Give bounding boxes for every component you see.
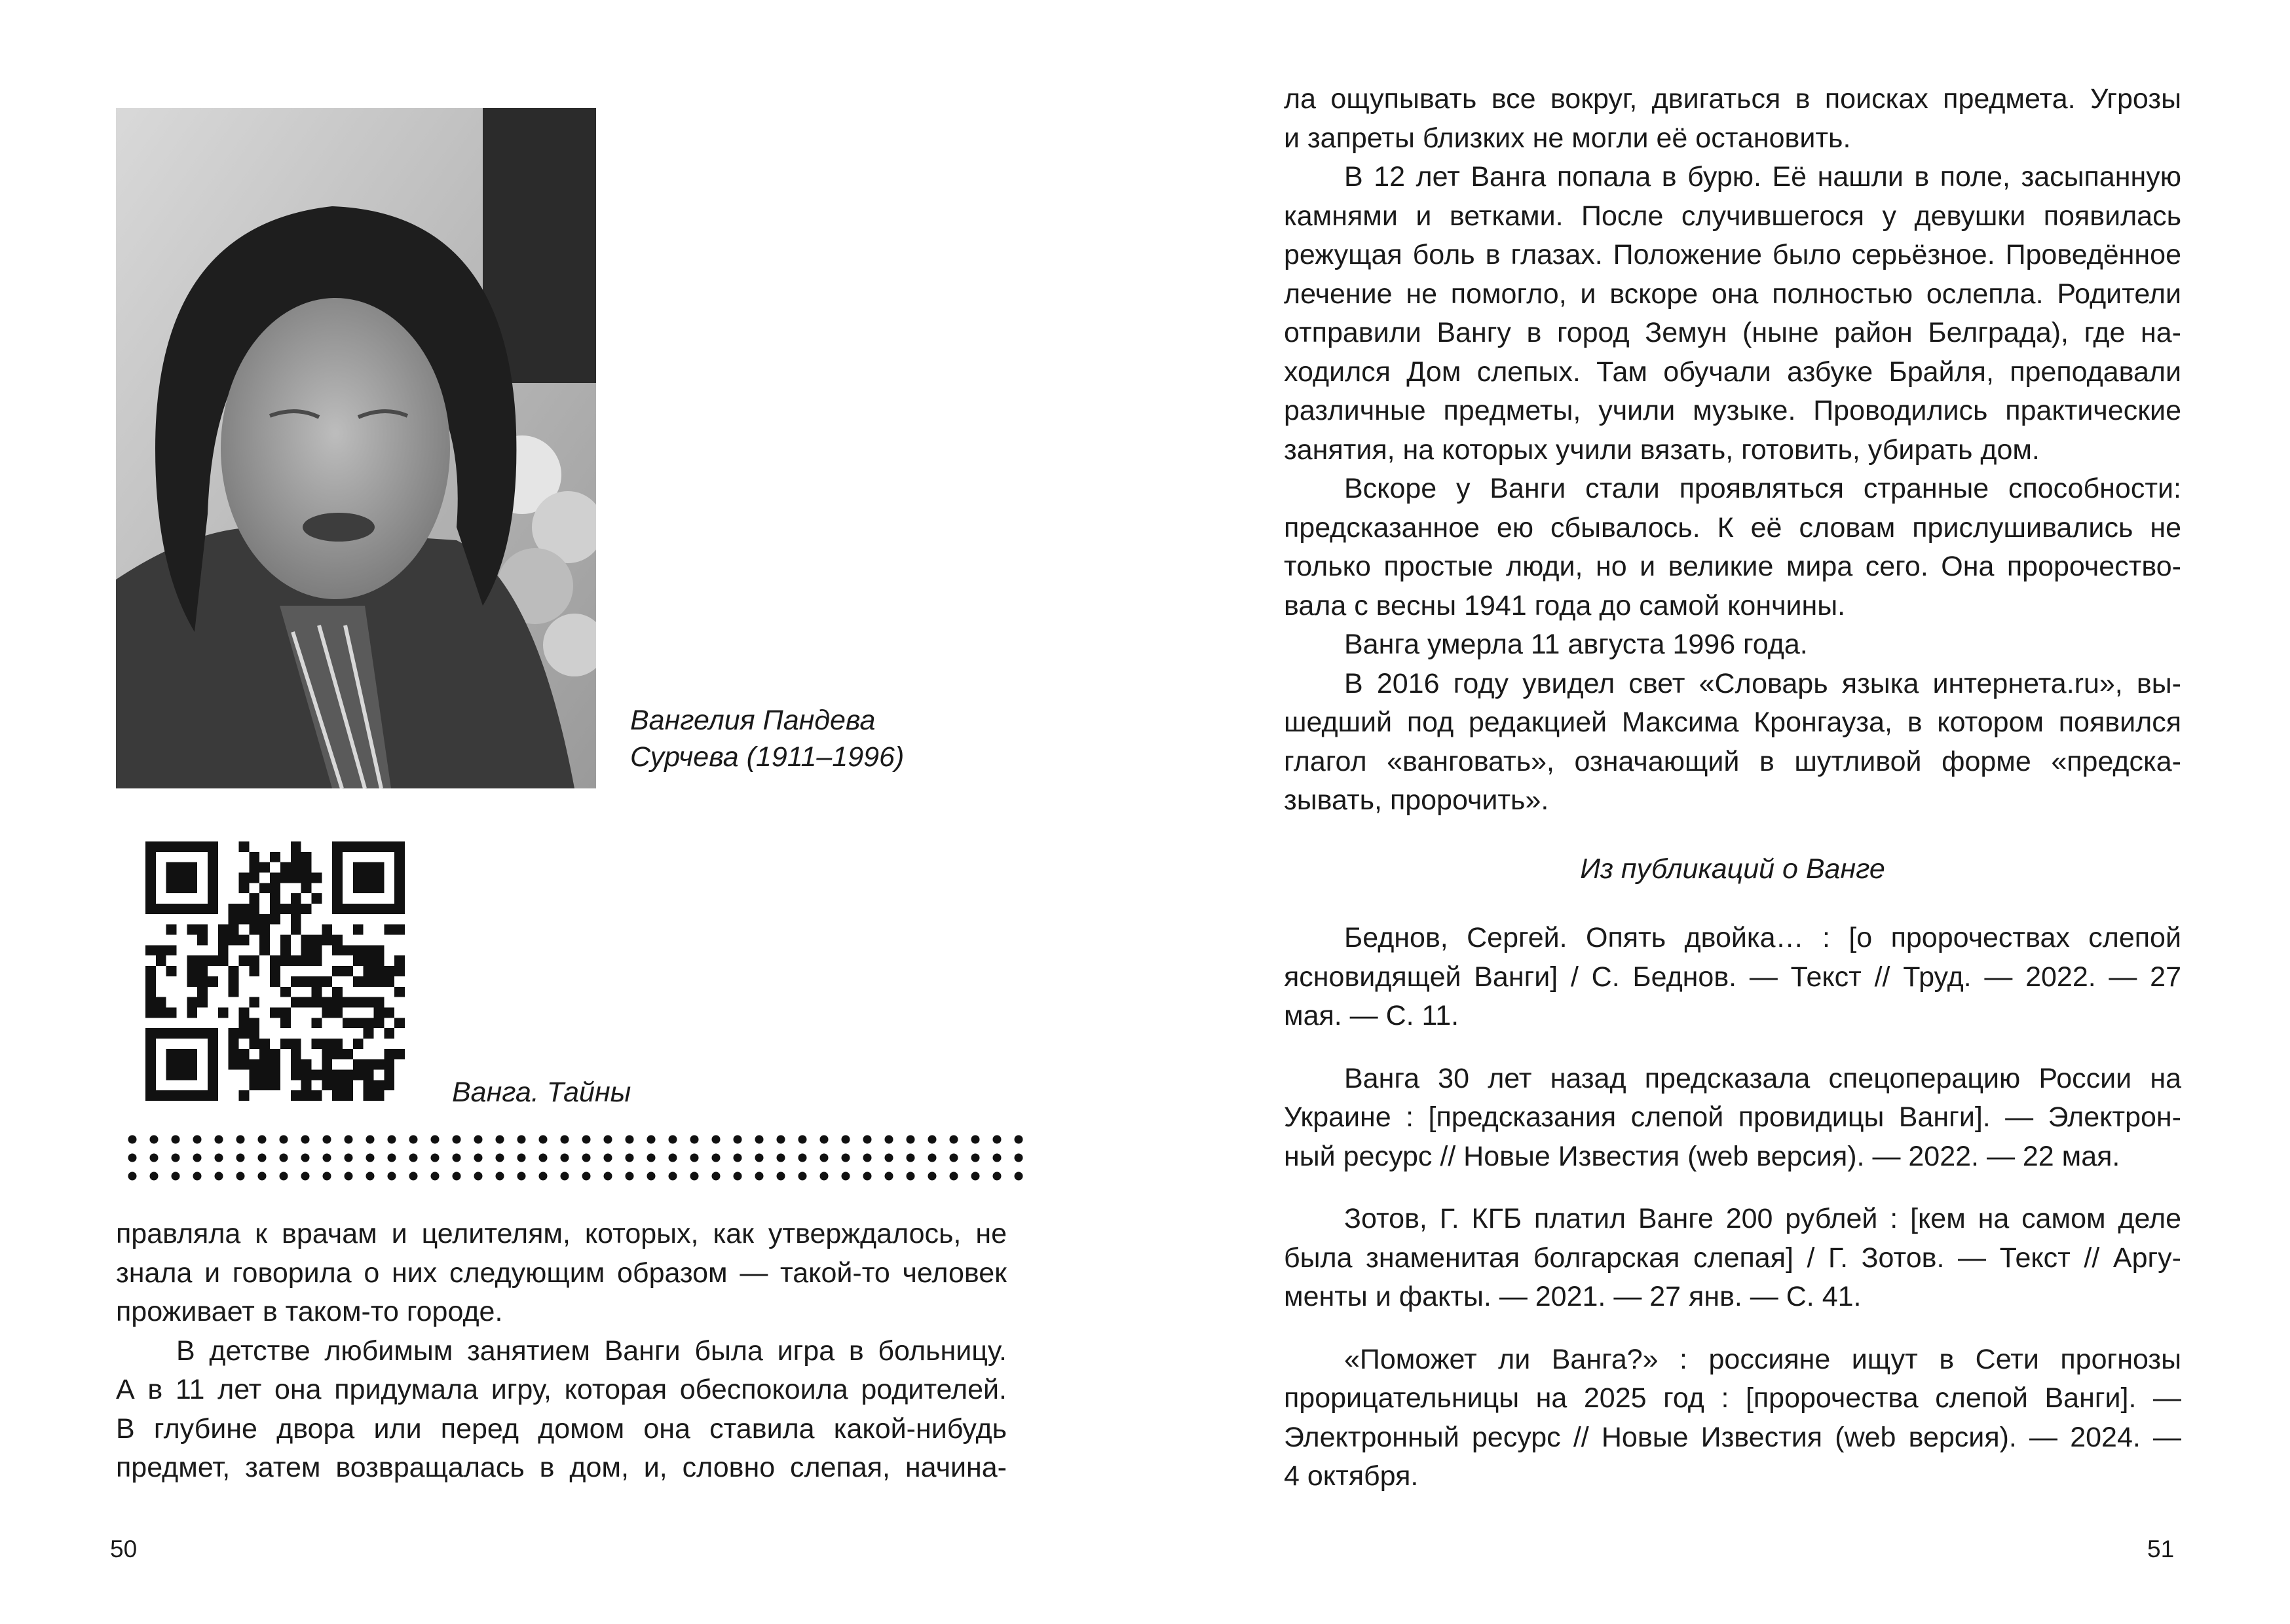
text-line: знала и говорила о них следующим образом — такой-то человек <box>116 1257 1007 1289</box>
paragraph <box>116 1332 1007 1488</box>
text-line: В 12 лет Ванга попала в бурю. Её нашли в поле, засыпанную <box>1344 161 2181 193</box>
paragraph <box>1284 665 2181 821</box>
text-line: вала с весны 1941 года до самой кончины. <box>1284 589 1846 621</box>
text-line: Вскоре у Ванги стали проявляться странные способности: <box>1344 473 2181 504</box>
text-line: проживает в таком-то городе. <box>116 1296 503 1327</box>
text-line: 4 октября. <box>1284 1460 1419 1492</box>
text-line: мая. — С. 11. <box>1284 1000 1459 1031</box>
qr-code-graphic <box>145 841 405 1101</box>
page-number: 50 <box>110 1536 138 1562</box>
text-line: Ванга умерла 11 августа 1996 года. <box>1344 629 1808 660</box>
text-line: предсказанное ею сбывалось. К её словам прислушивались не <box>1284 511 2181 544</box>
section-heading: Из публикаций о Ванге <box>1580 853 1885 885</box>
text-line: была знаменитая болгарская слепая] / Г. Зотов. — Текст // Аргу- <box>1284 1242 2181 1274</box>
text-line: зывать, пророчить». <box>1284 784 1549 816</box>
photo-caption-line: Сурчева (1911–1996) <box>630 741 905 773</box>
photo-caption-line: Вангелия Пандева <box>630 705 876 736</box>
photo-caption <box>630 702 971 775</box>
page-number: 51 <box>2147 1536 2175 1562</box>
dot-separator <box>124 1132 1028 1184</box>
paragraph <box>116 1215 1007 1332</box>
text-line: Беднов, Сергей. Опять двойка… : [о пророчествах слепой <box>1344 922 2181 953</box>
reference-item <box>1284 1060 2181 1177</box>
paragraph <box>1284 80 2181 158</box>
text-line: А в 11 лет она придумала игру, которая обеспокоила родителей. <box>116 1374 1007 1405</box>
text-line: менты и факты. — 2021. — 27 янв. — С. 41. <box>1284 1281 1862 1312</box>
text-line: Зотов, Г. КГБ платил Ванге 200 рублей : [кем на самом деле <box>1344 1203 2181 1234</box>
left-body-text <box>116 1215 1007 1488</box>
text-line: Украине : [предсказания слепой провидицы Ванги]. — Электрон- <box>1284 1101 2181 1133</box>
dot-separator-graphic <box>124 1132 1028 1184</box>
text-line: глагол «ванговать», означающий в шутливой форме «предска- <box>1284 745 2181 777</box>
portrait-photo <box>116 108 596 788</box>
right-page <box>1145 0 2290 1624</box>
text-line: В 2016 году увидел свет «Словарь языка интернета.ru», вы- <box>1344 667 2181 699</box>
paragraph <box>1284 158 2181 470</box>
text-line: лечение не помогло, и вскоре она полностью ослепла. Родители <box>1284 278 2181 310</box>
text-line: правляла к врачам и целителям, которых, как утверждалось, не <box>116 1218 1007 1249</box>
text-line: прорицательницы на 2025 год : [пророчества слепой Ванги]. — <box>1284 1382 2181 1414</box>
text-line: ный ресурс // Новые Известия (web версия). — 2022. — 22 мая. <box>1284 1140 2120 1172</box>
paragraph <box>1284 625 2181 665</box>
text-line: занятия, на которых учили вязать, готовить, убирать дом. <box>1284 434 2040 466</box>
text-line: В глубине двора или перед домом она ставила какой-нибудь <box>116 1412 1007 1445</box>
text-line: только простые люди, но и великие мира сего. Она пророчество- <box>1284 551 2181 582</box>
text-line: Электронный ресурс // Новые Известия (web версия). — 2024. — <box>1284 1421 2181 1453</box>
text-line: режущая боль в глазах. Положение было серьёзное. Проведённое <box>1284 239 2181 270</box>
paragraph <box>1284 470 2181 625</box>
reference-item <box>1284 1340 2181 1496</box>
text-line: и запреты близких не могли её остановить. <box>1284 122 1851 154</box>
text-line: отправили Вангу в город Земун (ныне район Белграда), где на- <box>1284 317 2181 348</box>
text-line: В детстве любимым занятием Ванги была игра в больницу. <box>176 1335 1007 1367</box>
reference-item <box>1284 919 2181 1036</box>
text-line: предмет, затем возвращалась в дом, и, словно слепая, начина- <box>116 1452 1007 1483</box>
text-line: ходился Дом слепых. Там обучали азбуке Брайля, преподавали <box>1284 356 2181 388</box>
text-line: ясновидящей Ванги] / С. Беднов. — Текст // Труд. — 2022. — 27 <box>1284 961 2181 993</box>
text-line: Ванга 30 лет назад предсказала спецоперацию России на <box>1344 1062 2181 1094</box>
text-line: «Поможет ли Ванга?» : россияне ищут в Сети прогнозы <box>1344 1343 2181 1375</box>
text-line: камнями и ветками. После случившегося у девушки появилась <box>1284 200 2181 232</box>
text-line: шедший под редакцией Максима Кронгауза, в котором появился <box>1284 707 2181 738</box>
qr-caption: Ванга. Тайны <box>452 1077 631 1108</box>
reference-list <box>1284 919 2181 1520</box>
text-line: различные предметы, учили музыке. Проводились практические <box>1284 395 2181 426</box>
portrait-photo-graphic <box>116 108 596 788</box>
reference-item <box>1284 1200 2181 1317</box>
text-line: ла ощупывать все вокруг, двигаться в поисках предмета. Угрозы <box>1284 83 2181 115</box>
right-body-text <box>1284 80 2181 821</box>
qr-code[interactable] <box>145 841 405 1101</box>
